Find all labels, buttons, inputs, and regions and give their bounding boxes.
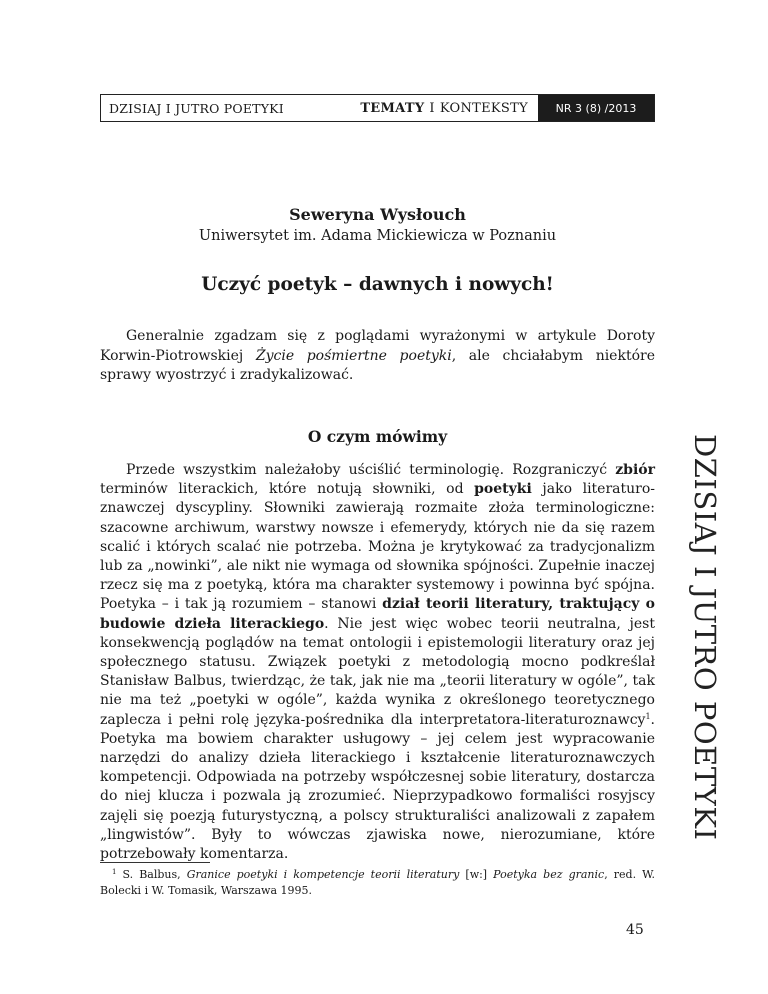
footnote (100, 867, 655, 899)
body-text-3: jako literaturoznawczej dyscypliny. Słowniki zawierają rozmaite złoża terminologiczne: szacowne archiwum, warstwy nowsze i efemerydy, których nie da się razem scalić i których scalać nie potrzeba. Można je krytykować za tradycjonalizm lub za „nowinki”, ale nikt nie wymaga od słownika spójności. Zupełnie inaczej rzecz się ma z poetyką, która ma charakter systemowy i powinna być spójna. Poetyka – i tak ją rozumiem – stanowi (100, 481, 656, 613)
side-journal-title: DZISIAJ I JUTRO POETYKI (688, 434, 722, 841)
journal-name: DZISIAJ I JUTRO POETYKI (109, 100, 284, 116)
intro-cited-title: Życie pośmiertne poetyki (255, 347, 452, 364)
body-bold-2: poetyki (474, 481, 532, 498)
section-label (347, 95, 538, 121)
section-separator: I (429, 100, 435, 116)
body-paragraph (100, 461, 655, 864)
article-title: Uczyć poetyk – dawnych i nowych! (201, 274, 554, 295)
author-name: Seweryna Wysłouch (289, 205, 466, 224)
body-bold-3: dział teorii literatury, traktujący o budowie dzieła literackiego (100, 596, 656, 632)
footnote-title-2: Poetyka bez granic (493, 868, 605, 881)
section-heading: O czym mówimy (307, 427, 448, 446)
intro-paragraph (100, 327, 655, 386)
page-number: 45 (626, 922, 644, 938)
intro-text-a: Generalnie zgadzam się z poglądami wyrażonymi w artykule Doroty Korwin-Piotrowskiej (100, 328, 655, 364)
running-header (100, 94, 655, 122)
body-text-4: . Nie jest więc wobec teorii neutralna, jest konsekwencją poglądów na temat ontologii i epistemologii literatury oraz jej społecznego statusu. Związek poetyki z metodologią mocno podkreślał Stanisław Balbus, twierdząc, że tak, jak nie ma „teorii literatury w ogóle”, tak nie ma też „poetyki w ogóle”, każda wynika z określonego teoretycznego zaplecza i pełni rolę języka-pośrednika dla interpretatora-literaturoznawcy (100, 615, 655, 728)
footnote-rule (100, 862, 210, 863)
body-text-2: terminów literackich, które notują słowniki, od (100, 481, 475, 498)
footnote-title-1: Granice poetyki i kompetencje teorii literatury (186, 868, 460, 881)
footnote-text-b: [w:] (459, 868, 494, 881)
body-text-5: . Poetyka ma bowiem charakter usługowy – jej celem jest wypracowanie narzędzi do analizy dzieła literackiego i kształcenie literaturoznawczych kompetencji. Odpowiada na potrzeby współczesnej sobie literatury, dostarcza do niej klucza i pozwala ją zrozumieć. Nieprzypadkowo formaliści rosyjscy zajęli się poezją futurystyczną, a polscy strukturaliści analizowali z zapałem „lingwistów”. Były to wówczas zjawiska nowe, nierozumiane, które potrzebowały komentarza. (100, 711, 655, 863)
section-label-bold: TEMATY (360, 100, 425, 116)
intro-text-b: , ale chciałabym niektóre sprawy wyostrzyć i zradykalizować. (100, 347, 655, 383)
footnote-text-a: S. Balbus, (116, 868, 187, 881)
body-bold-1: zbiór (615, 462, 655, 478)
issue-badge: NR 3 (8) /2013 (538, 95, 654, 121)
body-text-1: Przede wszystkim należałoby uściślić terminologię. Rozgraniczyć (126, 462, 616, 478)
footnote-number: 1 (112, 868, 117, 876)
footnote-reference[interactable]: 1 (645, 711, 651, 721)
footnote-text-c: , red. W. Bolecki i W. Tomasik, Warszawa 1995. (100, 868, 655, 897)
author-affiliation: Uniwersytet im. Adama Mickiewicza w Poznaniu (198, 228, 557, 244)
section-label-rest: KONTEKSTY (439, 100, 528, 116)
